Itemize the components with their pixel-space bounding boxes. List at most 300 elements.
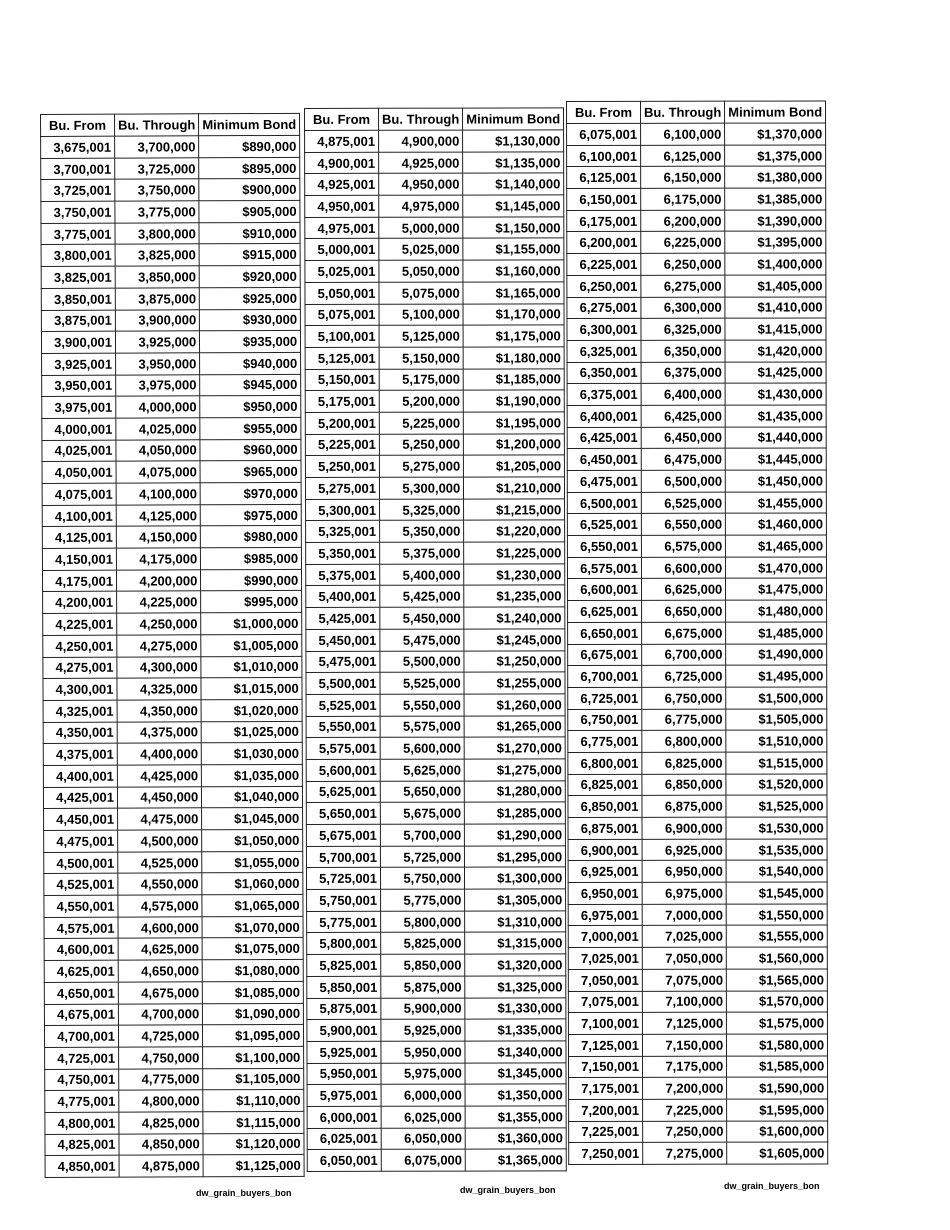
cell-minimum-bond: $1,455,000 [726,492,827,514]
cell-bu-from: 5,250,001 [305,456,379,478]
cell-bu-from: 6,125,001 [567,167,641,189]
cell-bu-from: 4,925,001 [305,174,379,196]
cell-bu-from: 5,200,001 [305,412,379,434]
cell-minimum-bond: $1,595,000 [727,1099,828,1121]
cell-bu-from: 6,675,001 [568,644,642,666]
cell-bu-from: 4,550,001 [44,895,118,917]
cell-minimum-bond: $1,120,000 [203,1133,304,1155]
cell-bu-from: 5,675,001 [306,824,380,846]
table-row [567,318,826,340]
cell-bu-from: 6,350,001 [567,362,641,384]
cell-minimum-bond: $1,585,000 [727,1056,828,1078]
cell-minimum-bond: $1,240,000 [464,607,565,629]
cell-minimum-bond: $990,000 [201,569,302,591]
cell-minimum-bond: $1,190,000 [464,390,565,412]
table-row [568,687,827,709]
cell-minimum-bond: $1,025,000 [201,721,302,743]
table-row [569,1142,828,1164]
cell-bu-from: 5,150,001 [305,369,379,391]
cell-bu-through: 5,075,000 [379,282,463,304]
cell-bu-from: 6,900,001 [568,839,642,861]
cell-bu-from: 4,425,001 [43,787,117,809]
cell-minimum-bond: $1,425,000 [725,362,826,384]
table-row [567,448,826,470]
cell-bu-through: 7,275,000 [643,1142,727,1164]
cell-bu-through: 5,975,000 [381,1063,465,1085]
table-row [43,743,302,766]
cell-bu-through: 6,625,000 [642,579,726,601]
cell-bu-through: 6,500,000 [641,470,725,492]
cell-bu-through: 4,200,000 [116,570,200,592]
table-row [567,535,826,557]
table-row [567,492,826,514]
cell-minimum-bond: $895,000 [199,157,300,179]
table-row [306,650,565,672]
cell-bu-through: 5,275,000 [379,455,463,477]
cell-bu-from: 3,925,001 [42,353,116,375]
table-row [568,600,827,622]
cell-minimum-bond: $1,080,000 [202,959,303,981]
cell-bu-through: 6,000,000 [381,1084,465,1106]
cell-bu-from: 5,900,001 [307,1019,381,1041]
cell-minimum-bond: $1,340,000 [465,1041,566,1063]
cell-minimum-bond: $1,445,000 [725,448,826,470]
cell-bu-from: 6,150,001 [567,188,641,210]
table-row [44,894,303,917]
table-row [567,123,826,145]
cell-bu-through: 6,975,000 [642,882,726,904]
cell-minimum-bond: $1,305,000 [465,889,566,911]
cell-bu-from: 4,300,001 [43,678,117,700]
cell-bu-from: 4,325,001 [43,700,117,722]
header-minimum-bond: Minimum Bond [463,108,564,130]
cell-bu-through: 4,150,000 [116,526,200,548]
table-row [568,709,827,731]
table-row [41,244,300,267]
table-row [307,976,566,998]
cell-bu-from: 6,825,001 [568,774,642,796]
table-row [568,774,827,796]
cell-minimum-bond: $1,600,000 [727,1121,828,1143]
cell-minimum-bond: $925,000 [200,287,301,309]
table-row [44,1003,303,1026]
cell-minimum-bond: $1,205,000 [464,455,565,477]
cell-bu-from: 4,800,001 [45,1112,119,1134]
table-row [307,1106,566,1128]
cell-bu-from: 5,125,001 [305,347,379,369]
table-row [307,1149,566,1171]
cell-bu-through: 6,800,000 [642,730,726,752]
cell-bu-through: 7,250,000 [643,1121,727,1143]
cell-bu-through: 4,000,000 [116,396,200,418]
cell-minimum-bond: $1,580,000 [727,1034,828,1056]
cell-minimum-bond: $1,090,000 [203,1003,304,1025]
bond-table-3 [566,100,828,1165]
cell-minimum-bond: $1,495,000 [726,665,827,687]
cell-bu-from: 6,450,001 [567,449,641,471]
cell-bu-from: 5,625,001 [306,781,380,803]
cell-minimum-bond: $1,395,000 [725,231,826,253]
cell-bu-through: 6,400,000 [641,383,725,405]
cell-minimum-bond: $1,520,000 [726,774,827,796]
cell-minimum-bond: $1,370,000 [725,123,826,145]
cell-bu-through: 3,950,000 [116,353,200,375]
cell-minimum-bond: $980,000 [201,526,302,548]
cell-minimum-bond: $1,420,000 [725,340,826,362]
table-row [42,396,301,419]
cell-bu-from: 4,450,001 [44,808,118,830]
cell-minimum-bond: $1,070,000 [202,916,303,938]
table-row [568,990,827,1012]
cell-bu-from: 5,350,001 [306,542,380,564]
cell-minimum-bond: $1,280,000 [465,780,566,802]
table-row [305,130,564,152]
table-row [567,362,826,384]
cell-bu-through: 5,375,000 [380,542,464,564]
cell-bu-from: 7,125,001 [568,1034,642,1056]
cell-bu-from: 7,250,001 [569,1143,643,1165]
header-bu-from: Bu. From [305,108,379,130]
table-row [307,911,566,933]
cell-bu-from: 6,575,001 [567,557,641,579]
cell-bu-through: 5,125,000 [379,325,463,347]
cell-minimum-bond: $1,145,000 [463,195,564,217]
table-row [44,829,303,852]
cell-minimum-bond: $1,285,000 [465,802,566,824]
cell-bu-from: 5,325,001 [306,521,380,543]
table-row [305,238,564,260]
cell-minimum-bond: $1,360,000 [465,1127,566,1149]
cell-bu-through: 7,225,000 [643,1099,727,1121]
cell-bu-through: 6,825,000 [642,752,726,774]
cell-bu-through: 3,975,000 [116,374,200,396]
cell-bu-from: 3,975,001 [42,396,116,418]
table-row [567,296,826,318]
cell-bu-through: 6,225,000 [641,232,725,254]
cell-bu-through: 4,600,000 [118,917,202,939]
table-row [42,374,301,397]
cell-bu-from: 5,950,001 [307,1063,381,1085]
cell-bu-from: 3,900,001 [41,331,115,353]
cell-bu-from: 6,725,001 [568,687,642,709]
cell-minimum-bond: $1,115,000 [203,1111,304,1133]
table-row [41,309,300,332]
cell-bu-through: 4,850,000 [119,1133,203,1155]
table-row [45,1068,304,1091]
cell-bu-through: 4,125,000 [116,504,200,526]
cell-minimum-bond: $1,555,000 [726,925,827,947]
table-row [41,331,300,354]
cell-bu-from: 6,200,001 [567,232,641,254]
table-row [568,882,827,904]
cell-minimum-bond: $1,235,000 [464,585,565,607]
cell-bu-from: 7,200,001 [569,1099,643,1121]
cell-minimum-bond: $1,480,000 [726,600,827,622]
table-row [41,135,300,158]
table-row [305,282,564,304]
cell-minimum-bond: $1,165,000 [463,282,564,304]
cell-bu-from: 5,775,001 [307,911,381,933]
cell-minimum-bond: $1,405,000 [725,275,826,297]
table-header-row [567,101,826,124]
cell-minimum-bond: $1,525,000 [726,795,827,817]
cell-minimum-bond: $890,000 [199,135,300,157]
cell-minimum-bond: $1,430,000 [725,383,826,405]
cell-bu-from: 5,175,001 [305,391,379,413]
table-row [567,383,826,405]
cell-minimum-bond: $1,335,000 [465,1019,566,1041]
cell-bu-through: 4,825,000 [119,1112,203,1134]
cell-bu-from: 4,125,001 [42,527,116,549]
cell-bu-through: 5,750,000 [380,867,464,889]
cell-bu-from: 5,800,001 [307,933,381,955]
table-row [568,1012,827,1034]
cell-bu-through: 4,775,000 [119,1068,203,1090]
cell-minimum-bond: $1,125,000 [203,1155,304,1177]
cell-minimum-bond: $1,230,000 [464,564,565,586]
cell-bu-from: 6,100,001 [567,145,641,167]
cell-bu-from: 5,025,001 [305,260,379,282]
header-minimum-bond: Minimum Bond [725,101,826,123]
table-row [42,504,301,527]
cell-bu-through: 5,775,000 [381,889,465,911]
cell-bu-from: 4,150,001 [42,548,116,570]
cell-minimum-bond: $1,590,000 [727,1077,828,1099]
cell-minimum-bond: $1,065,000 [202,894,303,916]
table-row [45,1111,304,1134]
cell-bu-from: 4,350,001 [43,722,117,744]
table-row [42,439,301,462]
cell-bu-through: 4,575,000 [118,895,202,917]
cell-bu-through: 4,450,000 [117,786,201,808]
cell-bu-from: 3,700,001 [41,158,115,180]
cell-bu-from: 6,975,001 [568,904,642,926]
cell-bu-from: 5,300,001 [306,499,380,521]
cell-bu-through: 6,250,000 [641,253,725,275]
table-row [568,795,827,817]
cell-bu-through: 6,875,000 [642,795,726,817]
table-row [305,325,564,347]
table-row [43,678,302,701]
cell-bu-from: 6,700,001 [568,666,642,688]
cell-minimum-bond: $1,060,000 [202,873,303,895]
table-row [567,253,826,275]
cell-minimum-bond: $1,110,000 [203,1090,304,1112]
cell-bu-from: 6,000,001 [307,1106,381,1128]
table-row [45,1046,304,1069]
table-row [307,1062,566,1084]
cell-bu-from: 7,050,001 [568,969,642,991]
cell-bu-through: 4,750,000 [119,1047,203,1069]
cell-bu-through: 4,225,000 [117,591,201,613]
cell-bu-from: 4,725,001 [45,1047,119,1069]
cell-bu-through: 7,175,000 [643,1056,727,1078]
cell-bu-through: 4,875,000 [119,1155,203,1177]
cell-bu-through: 5,100,000 [379,304,463,326]
cell-bu-through: 5,475,000 [380,629,464,651]
cell-bu-from: 6,425,001 [567,427,641,449]
cell-bu-through: 4,900,000 [379,130,463,152]
cell-minimum-bond: $1,130,000 [463,130,564,152]
cell-bu-from: 4,775,001 [45,1090,119,1112]
cell-bu-through: 5,250,000 [379,434,463,456]
cell-minimum-bond: $1,195,000 [464,412,565,434]
cell-bu-through: 4,325,000 [117,678,201,700]
cell-bu-from: 5,500,001 [306,672,380,694]
cell-minimum-bond: $940,000 [200,352,301,374]
cell-bu-from: 6,750,001 [568,709,642,731]
cell-bu-through: 5,900,000 [381,998,465,1020]
table-row [568,752,827,774]
cell-minimum-bond: $1,315,000 [465,932,566,954]
table-row [568,904,827,926]
cell-bu-through: 6,050,000 [381,1128,465,1150]
cell-bu-through: 5,425,000 [380,586,464,608]
cell-minimum-bond: $1,105,000 [203,1068,304,1090]
table-header-row [305,108,564,131]
cell-minimum-bond: $1,540,000 [726,860,827,882]
cell-minimum-bond: $1,415,000 [725,318,826,340]
cell-minimum-bond: $915,000 [199,244,300,266]
cell-bu-through: 6,300,000 [641,297,725,319]
cell-bu-from: 5,975,001 [307,1085,381,1107]
cell-minimum-bond: $1,535,000 [726,839,827,861]
cell-bu-from: 4,100,001 [42,505,116,527]
cell-bu-through: 6,950,000 [642,861,726,883]
cell-bu-from: 6,625,001 [568,600,642,622]
cell-minimum-bond: $1,515,000 [726,752,827,774]
cell-bu-from: 6,525,001 [567,514,641,536]
cell-minimum-bond: $1,225,000 [464,542,565,564]
cell-minimum-bond: $1,245,000 [464,629,565,651]
cell-bu-from: 4,275,001 [43,657,117,679]
cell-minimum-bond: $1,015,000 [201,678,302,700]
table-row [568,643,827,665]
cell-bu-from: 4,900,001 [305,152,379,174]
cell-minimum-bond: $1,170,000 [463,303,564,325]
cell-minimum-bond: $1,180,000 [463,347,564,369]
cell-bu-through: 5,150,000 [379,347,463,369]
cell-bu-through: 4,475,000 [118,808,202,830]
table-row [306,564,565,586]
cell-bu-from: 6,075,001 [567,123,641,145]
cell-minimum-bond: $1,435,000 [725,405,826,427]
cell-bu-through: 6,375,000 [641,362,725,384]
table-row [567,210,826,232]
table-row [306,759,565,781]
table-body [567,123,828,1165]
table-row [44,808,303,831]
cell-bu-from: 4,675,001 [44,1004,118,1026]
cell-bu-through: 4,400,000 [117,743,201,765]
cell-bu-from: 5,750,001 [307,889,381,911]
cell-bu-from: 3,800,001 [41,245,115,267]
cell-bu-through: 4,525,000 [118,851,202,873]
cell-minimum-bond: $1,185,000 [463,368,564,390]
cell-bu-through: 5,175,000 [379,369,463,391]
cell-bu-through: 6,175,000 [641,188,725,210]
cell-bu-through: 4,075,000 [116,461,200,483]
cell-bu-through: 6,675,000 [642,622,726,644]
table-row [307,954,566,976]
cell-bu-through: 4,300,000 [117,656,201,678]
table-row [43,764,302,787]
cell-minimum-bond: $1,155,000 [463,238,564,260]
cell-bu-from: 3,950,001 [42,375,116,397]
cell-bu-from: 4,575,001 [44,917,118,939]
table-row [305,173,564,195]
bond-table-2 [304,107,567,1172]
cell-bu-through: 6,275,000 [641,275,725,297]
cell-bu-through: 5,000,000 [379,217,463,239]
cell-bu-from: 6,025,001 [307,1128,381,1150]
cell-bu-from: 4,075,001 [42,483,116,505]
cell-minimum-bond: $1,095,000 [203,1025,304,1047]
table-row [306,542,565,564]
cell-bu-through: 5,300,000 [379,477,463,499]
cell-bu-from: 6,850,001 [568,796,642,818]
cell-minimum-bond: $1,010,000 [201,656,302,678]
table-row [306,824,565,846]
table-row [568,860,827,882]
cell-bu-from: 3,825,001 [41,266,115,288]
cell-bu-through: 6,550,000 [641,514,725,536]
cell-minimum-bond: $1,260,000 [464,694,565,716]
cell-bu-from: 7,000,001 [568,926,642,948]
footer-label: dw_grain_buyers_bon [196,1188,292,1198]
cell-bu-from: 6,775,001 [568,731,642,753]
cell-bu-from: 4,850,001 [45,1155,119,1177]
cell-minimum-bond: $1,290,000 [465,824,566,846]
cell-minimum-bond: $1,050,000 [202,829,303,851]
header-bu-from: Bu. From [41,114,115,136]
cell-bu-from: 5,425,001 [306,607,380,629]
table-row [569,1099,828,1121]
table-row [306,607,565,629]
cell-minimum-bond: $910,000 [199,222,300,244]
cell-minimum-bond: $1,020,000 [201,699,302,721]
cell-bu-through: 4,675,000 [118,982,202,1004]
cell-bu-through: 5,725,000 [380,846,464,868]
cell-bu-from: 5,450,001 [306,629,380,651]
cell-bu-through: 6,425,000 [641,405,725,427]
cell-bu-through: 6,850,000 [642,774,726,796]
cell-bu-from: 4,650,001 [44,982,118,1004]
bond-table-1 [40,113,305,1178]
cell-bu-through: 5,525,000 [380,672,464,694]
table-row [44,873,303,896]
cell-minimum-bond: $1,545,000 [726,882,827,904]
cell-bu-from: 5,550,001 [306,716,380,738]
cell-minimum-bond: $1,270,000 [464,737,565,759]
table-row [568,947,827,969]
cell-bu-through: 4,950,000 [379,173,463,195]
cell-bu-from: 4,050,001 [42,461,116,483]
cell-minimum-bond: $1,295,000 [465,846,566,868]
table-row [306,499,565,521]
table-row [567,231,826,253]
cell-minimum-bond: $1,575,000 [727,1012,828,1034]
cell-bu-from: 6,600,001 [568,579,642,601]
cell-bu-through: 7,200,000 [643,1077,727,1099]
cell-bu-through: 4,725,000 [118,1025,202,1047]
cell-bu-through: 5,025,000 [379,239,463,261]
cell-bu-through: 5,500,000 [380,651,464,673]
cell-minimum-bond: $1,200,000 [464,433,565,455]
table-row [567,557,826,579]
cell-bu-through: 3,700,000 [115,136,199,158]
cell-bu-through: 4,025,000 [116,418,200,440]
